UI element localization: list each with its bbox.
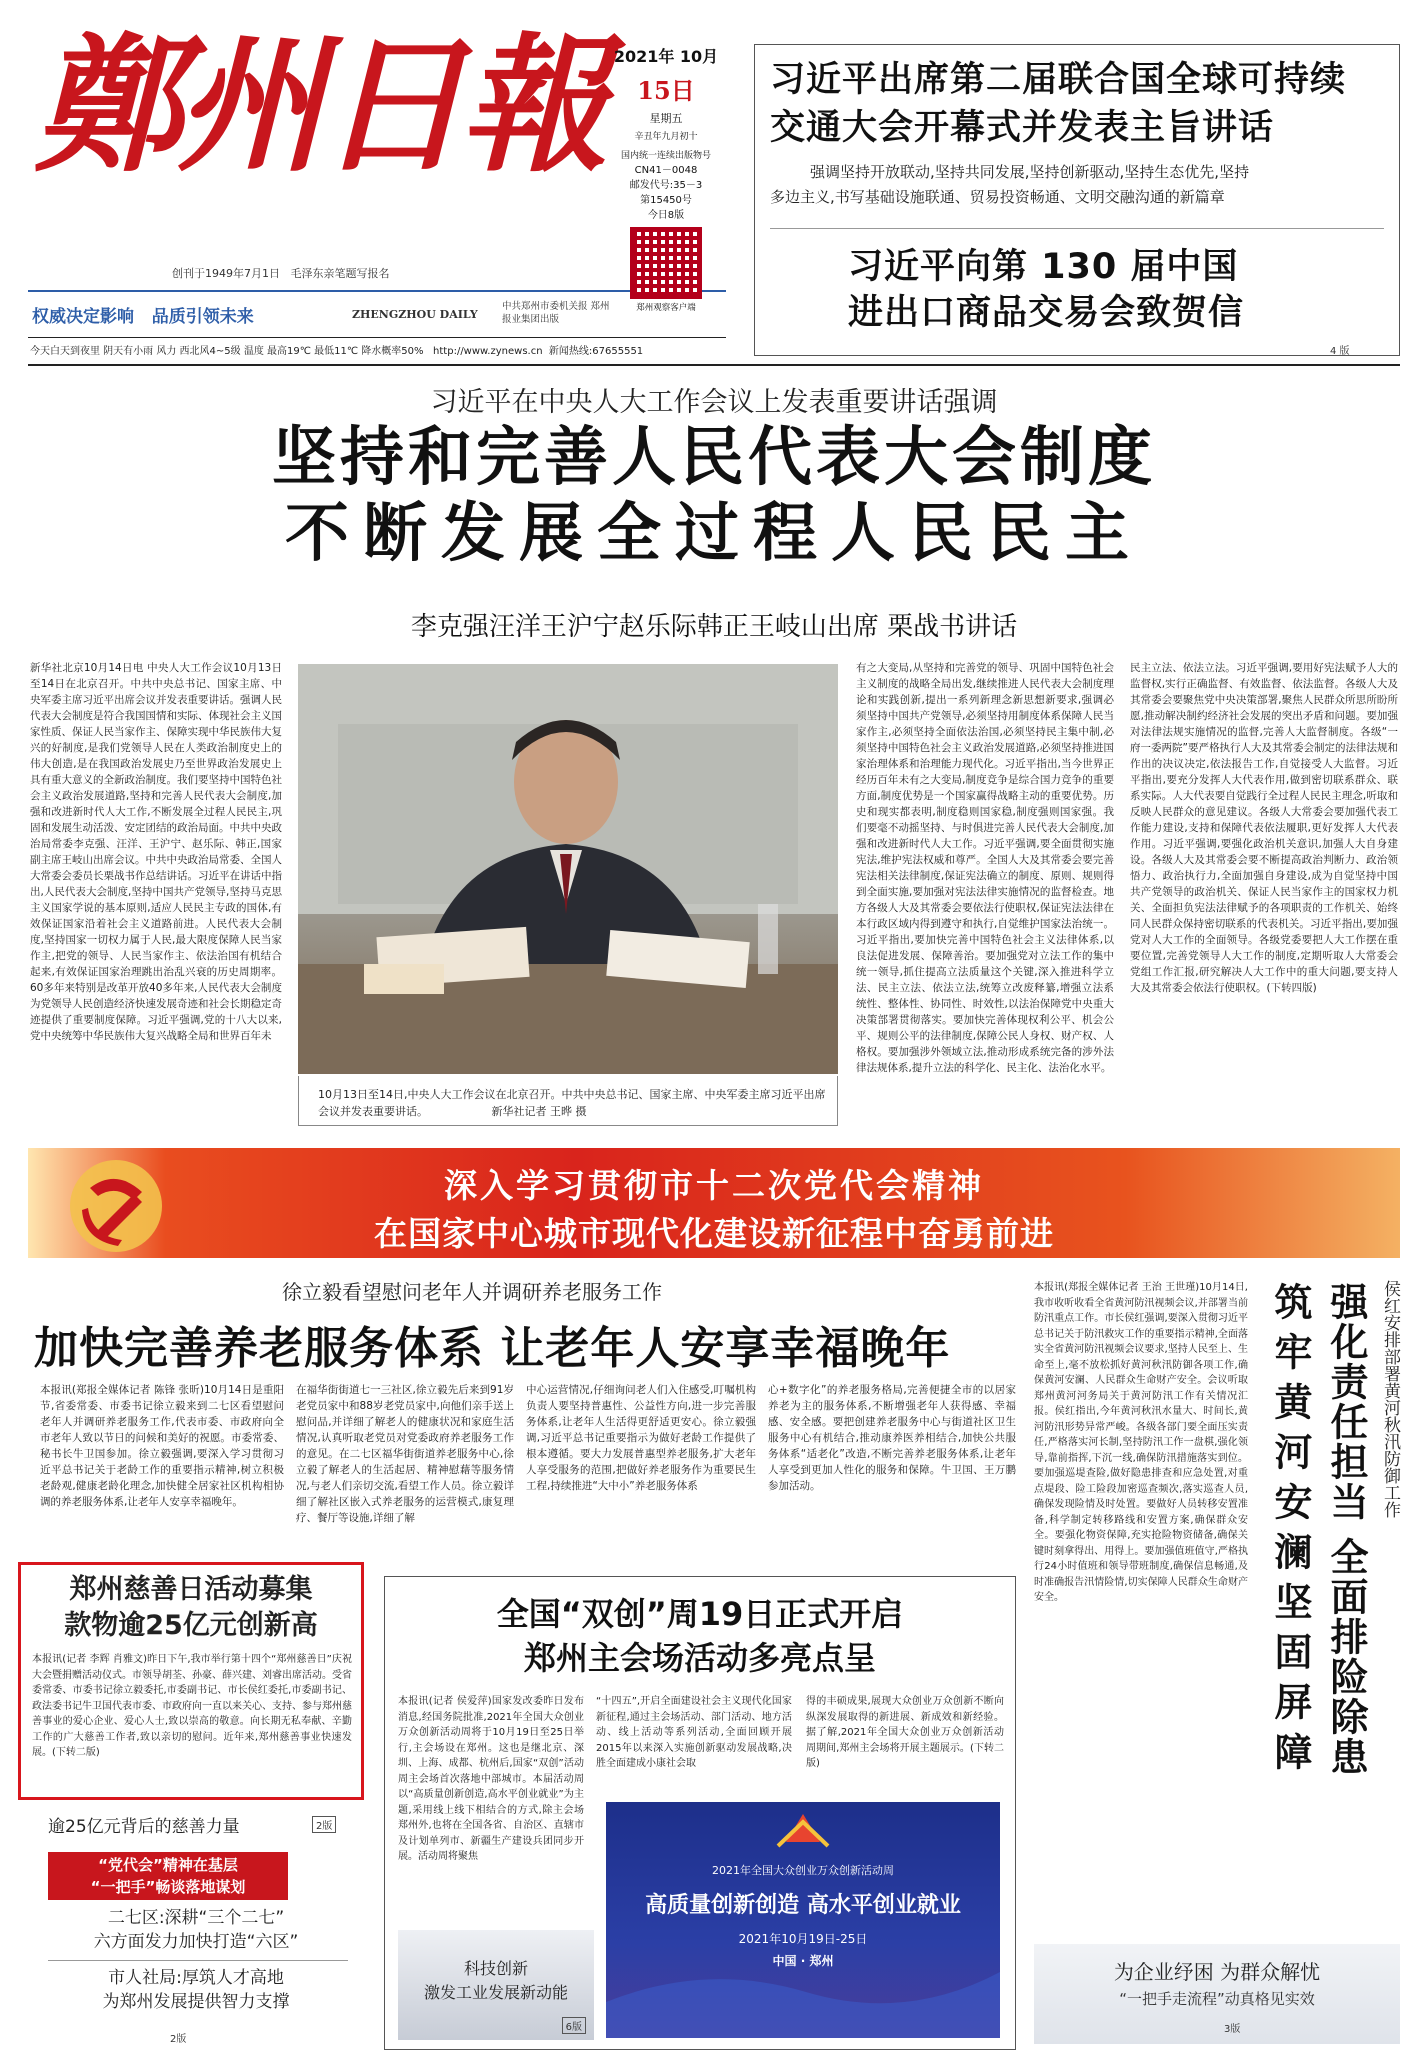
lead-photo-illustration [298, 664, 838, 1074]
enterprise-teaser[interactable] [1034, 1944, 1400, 2044]
code-2: CN41－0048 [634, 165, 698, 176]
charity-headline-line1: 郑州慈善日活动募集 [69, 1574, 313, 1605]
poster-place: 中国 · 郑州 [772, 1954, 834, 1968]
shuangchuang-poster [606, 1802, 1000, 2038]
slogan-1: 权威决定影响 [32, 307, 134, 327]
shuangchuang-headline[interactable] [384, 1592, 1016, 1680]
teaser-tag-2: “一把手”畅谈落地谋划 [90, 1878, 246, 1896]
photo-caption-text: 10月13日至14日,中央人大工作会议在北京召开。中共中央总书记、国家主席、中央军委主席习近平出席会议并发表重要讲话。 [318, 1088, 826, 1118]
charity-headline-line2: 款物逾25亿元创新高 [64, 1610, 318, 1641]
poster-title: 2021年全国大众创业万众创新活动周 [712, 1864, 894, 1877]
teaser-erqi[interactable] [28, 1906, 364, 1954]
teaser-tag-1: “党代会”精神在基层 [98, 1856, 238, 1874]
lead-headline-line1: 坚持和完善人民代表大会制度 [272, 421, 1156, 495]
shuangchuang-headline-line1: 全国“双创”周19日正式开启 [496, 1595, 904, 1633]
party-congress-banner[interactable] [28, 1148, 1400, 1258]
calligraphy-note: 毛泽东亲笔题写报名 [290, 267, 390, 280]
slogan-2: 品质引领未来 [151, 307, 254, 327]
masthead-title: 鄭州日報 [34, 18, 602, 192]
qr-code[interactable] [630, 227, 702, 299]
slogan [32, 302, 254, 327]
charity-body: 本报讯(记者 李辉 肖雅文)昨日下午,我市举行第十四个“郑州慈善日”庆祝大会暨捐赠活动仪式。市领导胡荃、孙豪、薛兴建、刘睿出席活动。受省委常委、市委书记徐立毅委托,市委副书记、市长侯红委托,市委副书记、政法委书记牛卫国代表市委、市政府向一直以来关心、支持、参与郑州慈善事业的爱心企业、爱心人士,致以崇高的敬意。向长期无私奉献、辛勤工作的广大慈善工作者,致以亲切的慰问。近年来,郑州慈善事业快速发展。(下转二版) [32, 1654, 352, 1758]
flood-kicker: 侯红安排部署黄河秋汛防御工作 [1380, 1280, 1400, 1518]
xi-transport-subhead [770, 160, 1395, 210]
xi-transport-subhead-line2: 多边主义,书写基础设施联通、贸易投资畅通、文明交融沟通的新篇章 [770, 188, 1225, 206]
flood-body-continued [1034, 1724, 1398, 1934]
lead-column-1: 新华社北京10月14日电 中央人大工作会议10月13日至14日在北京召开。中共中央总书记、国家主席、中央军委主席习近平出席会议并发表重要讲话。强调人民代表大会制度是符合我国国情和实际、体现社会主义国家性质、保证人民当家作主、保障实现中华民族伟大复兴的好制度,是我们党领导人民在人类政治制度史上的伟大创造,是在我国政治发展史乃至世界政治发展史上具有重大意义的全新政治制度。我们要坚持中国特色社会主义政治发展道路,坚持和完善人民代表大会制度,加强和改进新时代人大工作,不断发展全过程人民民主,巩固和发展生动活泼、安定团结的政治局面。中共中央政治局常委李克强、汪洋、王沪宁、赵乐际、韩正,国家副主席王岐山出席会议。中共中央政治局常委、全国人大常委会委员长栗战书作总结讲话。习近平在讲话中指出,人民代表大会制度,坚持中国共产党领导,坚持马克思主义国家学说的基本原则,适应人民民主专政的国体,有效保证国家沿着社会主义道路前进。人民代表大会制度,坚持国家一切权力属于人民,最大限度保障人民当家作主,把党的领导、人民当家作主、依法治国有机结合起来,有效保证国家治理跳出治乱兴衰的历史周期率。60多年来特别是改革开放40多年来,人民代表大会制度为党领导人民创造经济快速发展奇迹和社会长期稳定奇迹提供了重要制度保障。习近平强调,党的十八大以来,党中央统筹中华民族伟大复兴战略全局和世界百年未 [30, 662, 282, 1042]
weekday: 星期五 [649, 112, 683, 125]
tech-teaser[interactable] [398, 1930, 594, 2040]
weather-bar [30, 342, 726, 357]
flood-headline-line1[interactable]: 强化责任担当 全面排险除患 [1324, 1282, 1368, 1778]
page-ref-2a[interactable]: 2版 [312, 1816, 336, 1833]
day: 15日 [637, 76, 695, 105]
year-month: 2021年 10月 [613, 47, 719, 66]
shuangchuang-column-1: 本报讯(记者 侯爱萍)国家发改委昨日发布消息,经国务院批准,2021年全国大众创业万众创新活动周将于10月19日至25日举行,主会场设在郑州。这也是继北京、深圳、上海、成都、杭州后,国家“双创”活动周主会场首次落地中部城市。本届活动周以“高质量创新创造,高水平创业就业”为主题,采用线上线下相结合的方式,除主会场郑州外,也将在全国各省、自治区、直辖市及计划单列市、新疆生产建设兵团同步开展。活动周将聚焦 [398, 1696, 584, 1862]
page-ref-3[interactable]: 3版 [1224, 2024, 1241, 2035]
code-1: 国内统一连续出版物号 [620, 151, 711, 161]
xi-transport-headline-line1: 习近平出席第二届联合国全球可持续 [770, 59, 1347, 100]
tech-teaser-line1: 科技创新 [463, 1959, 528, 1978]
eldercare-column-4: 心+数字化”的养老服务格局,完善便捷全市的以居家养老为主的服务体系,不断增强老年人获得感、幸福感、安全感。要把创建养老服务中心与街道社区卫生服务中心有机结合,推动康养医养相结合,加快公共服务体系“适老化”改造,不断完善养老服务体系,让老年人享受到更加人性化的服务和保障。牛卫国、王万鹏参加活动。 [768, 1384, 1016, 1492]
charity-teaser[interactable]: 逾25亿元背后的慈善力量 [48, 1817, 240, 1837]
eldercare-kicker: 徐立毅看望慰问老年人并调研养老服务工作 [282, 1280, 662, 1304]
xi-transport-headline-line2: 交通大会开幕式并发表主旨讲话 [770, 107, 1275, 148]
issue-number: 第15450号 [640, 195, 692, 206]
caption-frame [298, 1076, 838, 1126]
charity-headline [24, 1572, 358, 1644]
lead-photo [298, 664, 838, 1074]
page-ref-4[interactable]: 4 版 [1330, 346, 1350, 357]
eldercare-column-1: 本报讯(郑报全媒体记者 陈锋 张昕)10月14日是重阳节,省委常委、市委书记徐立毅来到二七区看望慰问老年人并调研养老服务工作,代表市委、市政府向全市老年人致以节日的问候和美好的祝愿。市委常委、秘书长牛卫国参加。徐立毅强调,要深入学习贯彻习近平总书记关于老龄工作的重要指示精神,树立积极老龄观,健康老龄化理念,加快健全居家社区机构相协调的养老服务体系,让老年人安享幸福晚年。 [40, 1384, 284, 1508]
shuangchuang-column-2: “十四五”,开启全面建设社会主义现代化国家新征程,通过主会场活动、部门活动、地方活动、线上活动等系列活动,全面回顾开展2015年以来深入实施创新驱动发展战略,决胜全面建成小康社会取 [596, 1696, 792, 1769]
poster-slogan: 高质量创新创造 高水平创业就业 [645, 1893, 961, 1918]
lunar-date: 辛丑年九月初十 [634, 132, 698, 142]
english-name: ZHENGZHOU DAILY [352, 308, 478, 321]
teaser-tag-box [48, 1852, 288, 1900]
teaser-hr-bureau[interactable] [28, 1966, 364, 2014]
page-ref-2b[interactable]: 2版 [170, 2034, 187, 2045]
poster-logo-icon [606, 1802, 1000, 2038]
eldercare-headline[interactable]: 加快完善养老服务体系 让老年人安享幸福晚年 [34, 1323, 951, 1374]
flood-body: 本报讯(郑报全媒体记者 王治 王世瑾)10月14日,我市收听收看全省黄河防汛视频会议,并部署当前防汛重点工作。市长侯红强调,要深入贯彻习近平总书记关于防汛救灾工作的重要指示精神,全面落实全省黄河防汛视频会议要求,坚持人民至上、生命至上,毫不放松抓好黄河秋汛防御各项工作,确保黄河安澜、人民群众生命财产安全。会议听取郑州黄河河务局关于黄河防汛工作有关情况汇报。侯红指出,今年黄河秋汛水量大、时间长,黄河防汛形势异常严峻。各级各部门要全面压实责任,严格落实河长制,坚持防汛工作一盘棋,强化领导,靠前指挥,下沉一线,确保防汛措施落实到位。要加强巡堤查险,做好隐患排查和应急处置,对重点堤段、险工险段加密巡查频次,落实巡查人员,确保发现险情及时处置。要做好人员转移安置准备,科学制定转移路线和安置方案,确保群众安全。要强化物资保障,充实抢险物资储备,确保关键时刻拿得出、用得上。要加强值班值守,严格执行24小时值班和领导带班制度,确保信息畅通,及时准确报告汛情险情,切实保障人民群众生命财产安全。 [1034, 1282, 1248, 1603]
shuangchuang-column-3: 得的丰硕成果,展现大众创业万众创新不断向纵深发展取得的新进展、新成效和新经验。据了解,2021年全国大众创业万众创新活动周期间,郑州主会场将开展主题展示。(下转二版) [806, 1696, 1004, 1769]
date-block [612, 44, 720, 313]
weather-text: 今天白天到夜里 阴天有小雨 风力 西北风4~5级 温度 最高19℃ 最低11℃ 降水概率50% [30, 346, 424, 357]
eldercare-column-2: 在福华街街道七一三社区,徐立毅先后来到91岁老党员家中和88岁老党员家中,向他们亲手送上慰问品,并详细了解老人的健康状况和家庭生活情况,认真听取老党员对党委政府养老服务工作的意见。在二七区福华街街道养老服务中心,徐立毅了解老人的生活起居、精神慰藉等服务情况,与老人们亲切交流,看望工作人员。徐立毅详细了解社区嵌入式养老服务的运营模式,康复理疗、餐厅等设施,详细了解 [296, 1384, 514, 1524]
banner-line-2: 在国家中心城市现代化建设新征程中奋勇前进 [374, 1214, 1054, 1253]
eldercare-column-3: 中心运营情况,仔细询问老人们入住感受,叮嘱机构负责人要坚持普惠性、公益性方向,进一步完善服务体系,让老年人生活得更舒适更安心。徐立毅强调,习近平总书记重要指示为做好老龄工作提供了根本遵循。要大力发展普惠型养老服务,扩大老年人享受服务的范围,把做好养老服务作为重要民生工程,持续推进“大中小”养老服务体系 [526, 1384, 756, 1492]
website-url[interactable]: http://www.zynews.cn [433, 346, 543, 357]
teaser-hr-bureau-line2: 为郑州发展提供智力支撑 [102, 1992, 290, 2012]
founded-date: 创刊于1949年7月1日 [172, 267, 280, 280]
tech-teaser-line2: 激发工业发展新动能 [423, 1983, 568, 2002]
lead-headline[interactable] [28, 420, 1400, 572]
lead-deck: 李克强汪洋王沪宁赵乐际韩正王岐山出席 栗战书讲话 [410, 612, 1018, 642]
qr-label: 郑州观察客户端 [636, 303, 696, 313]
teaser-hr-bureau-line1: 市人社局:厚筑人才高地 [108, 1968, 284, 1988]
code-3: 邮发代号:35－3 [629, 180, 703, 191]
news-hotline: 新闻热线:67655551 [548, 346, 644, 357]
enterprise-teaser-line2: “一把手走流程”动真格见实效 [1119, 1990, 1315, 2008]
teaser-erqi-line2: 六方面发力加快打造“六区” [93, 1932, 299, 1952]
teaser-erqi-line1: 二七区:深耕“三个二七” [107, 1908, 285, 1928]
xi-transport-headline[interactable] [770, 56, 1390, 152]
publisher: 中共郑州市委机关报 郑州报业集团出版 [502, 301, 610, 325]
page-ref-6[interactable]: 6版 [562, 2017, 586, 2034]
lead-column-3: 有之大变局,从坚持和完善党的领导、巩固中国特色社会主义制度的战略全局出发,继续推进人民代表大会制度理论和实践创新,提出一系列新理念新思想新要求,强调必须坚持中国共产党领导,必须坚持用制度体系保障人民当家作主,必须坚持全面依法治国,必须坚持民主集中制,必须坚持中国特色社会主义政治发展道路,必须坚持推进国家治理体系和治理能力现代化。习近平指出,当今世界正经历百年未有之大变局,制度竞争是综合国力竞争的重要方面,制度优势是一个国家赢得战略主动的重要优势。历史和现实都表明,制度稳则国家稳,制度强则国家强。我们要毫不动摇坚持、与时俱进完善人民代表大会制度,加强和改进新时代人大工作。习近平强调,要全面贯彻实施宪法,维护宪法权威和尊严。全国人大及其常委会要完善宪法相关法律制度,保证宪法确立的制度、原则、规则得到全面实施,要加强对宪法法律实施情况的监督检查。地方各级人大及其常委会要依法行使职权,保证宪法法律在本行政区域内得到遵守和执行,自觉维护国家法治统一。习近平指出,要加快完善中国特色社会主义法律体系,以良法促进发展、保障善治。要加强党对立法工作的集中统一领导,抓住提高立法质量这个关键,深入推进科学立法、民主立法、依法立法,统筹立改废释纂,增强立法系统性、整体性、协同性、时效性,以法治保障党中央重大决策部署贯彻落实。要加快完善体现权利公平、机会公平、规则公平的法律制度,保障公民人身权、财产权、人格权。要加强涉外领域立法,推动形成系统完备的涉外法律法规体系,提升立法的科学化、民主化、法治化水平。 [856, 662, 1114, 1074]
founded-note [172, 265, 390, 281]
xi-fair-headline[interactable] [848, 244, 1388, 336]
page-count: 今日8版 [647, 210, 685, 221]
flood-headline-line2[interactable]: 筑牢黄河安澜坚固屏障 [1268, 1282, 1312, 1782]
lead-column-4: 民主立法、依法立法。习近平强调,要用好宪法赋予人大的监督权,实行正确监督、有效监督、依法监督。各级人大及其常委会要聚焦党中央决策部署,聚焦人民群众所思所盼所愿,推动解决制约经济社会发展的突出矛盾和问题。要加强对法律法规实施情况的监督,完善人大监督制度。各级“一府一委两院”要严格执行人大及其常委会制定的法律法规和作出的决议决定,依法报告工作,自觉接受人大监督。习近平指出,要充分发挥人大代表作用,做到密切联系群众、联系实际。人大代表要自觉践行全过程人民民主理念,听取和反映人民群众的意见建议。各级人大常委会要加强代表工作能力建设,支持和保障代表依法履职,更好发挥人大代表作用。习近平强调,要强化政治机关意识,加强人大自身建设。各级人大及其常委会要不断提高政治判断力、政治领悟力、政治执行力,全面加强自身建设,成为自觉坚持中国共产党领导的政治机关、保证人民当家作主的国家权力机关、全面担负宪法法律赋予的各项职责的工作机关、始终同人民群众保持密切联系的代表机关。习近平指出,要加强党对人大工作的全面领导。各级党委要把人大工作摆在重要位置,完善党领导人大工作的制度,定期听取人大常委会党组工作汇报,研究解决人大工作中的重大问题,要支持人大及其常委会依法行使职权。(下转四版) [1130, 662, 1398, 994]
lead-kicker: 习近平在中央人大工作会议上发表重要讲话强调 [430, 387, 998, 418]
enterprise-teaser-line1: 为企业纾困 为群众解忧 [1113, 1960, 1321, 1984]
banner-line-1: 深入学习贯彻市十二次党代会精神 [444, 1166, 984, 1205]
xi-fair-headline-line2: 进出口商品交易会致贺信 [848, 293, 1245, 333]
photo-credit: 新华社记者 王晔 摄 [491, 1105, 587, 1118]
xi-fair-headline-line1: 习近平向第 130 届中国 [848, 247, 1239, 287]
xi-transport-subhead-line1: 强调坚持开放联动,坚持共同发展,坚持创新驱动,坚持生态优先,坚持 [810, 163, 1250, 181]
shuangchuang-headline-line2: 郑州主会场活动多亮点呈 [523, 1639, 876, 1677]
lead-headline-line2: 不断发展全过程人民民主 [285, 497, 1143, 571]
poster-date: 2021年10月19日-25日 [738, 1932, 868, 1946]
